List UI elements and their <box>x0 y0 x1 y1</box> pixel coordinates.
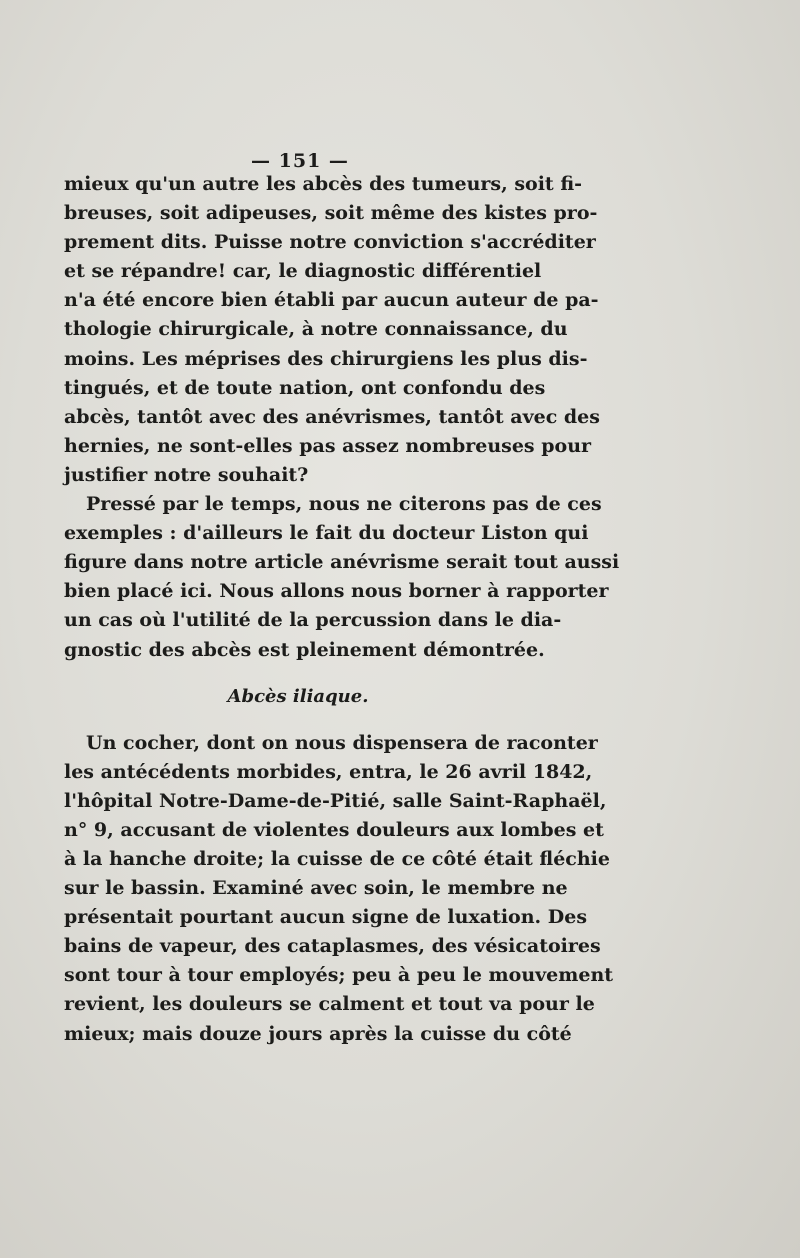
paragraph-1 <box>64 170 600 490</box>
paragraph-2 <box>64 490 620 665</box>
text-line: hernies, ne sont-elles pas assez nombreuses pour <box>64 434 592 457</box>
page-text <box>64 170 620 1049</box>
text-line: les antécédents morbides, entra, le 26 avril 1842, <box>64 760 593 783</box>
text-line: l'hôpital Notre-Dame-de-Pitié, salle Saint-Raphaël, <box>64 789 607 812</box>
text-line: abcès, tantôt avec des anévrismes, tantôt avec des <box>64 405 600 428</box>
text-line: breuses, soit adipeuses, soit même des kistes pro- <box>64 202 598 225</box>
text-line: n° 9, accusant de violentes douleurs aux lombes et <box>64 818 604 841</box>
text-line: exemples : d'ailleurs le fait du docteur Liston qui <box>64 522 589 545</box>
text-line: mieux qu'un autre les abcès des tumeurs, soit fi- <box>64 173 583 195</box>
text-line: moins. Les méprises des chirurgiens les plus dis- <box>64 347 588 370</box>
text-line: sont tour à tour employés; peu à peu le mouvement <box>64 964 614 987</box>
text-line: à la hanche droite; la cuisse de ce côté était fléchie <box>64 847 610 870</box>
text-line: tingués, et de toute nation, ont confondu des <box>64 376 546 399</box>
text-line: n'a été encore bien établi par aucun auteur de pa- <box>64 289 599 312</box>
text-line: figure dans notre article anévrisme serait tout aussi <box>64 551 620 574</box>
text-line: revient, les douleurs se calment et tout va pour le <box>64 993 595 1016</box>
text-line: Pressé par le temps, nous ne citerons pas de ces <box>86 493 602 516</box>
text-line: présentait pourtant aucun signe de luxation. Des <box>64 906 588 929</box>
text-line: et se répandre! car, le diagnostic différentiel <box>64 260 542 283</box>
text-line: sur le bassin. Examiné avec soin, le membre ne <box>64 877 568 900</box>
text-line: Un cocher, dont on nous dispensera de raconter <box>86 731 598 754</box>
text-line: mieux; mais douze jours après la cuisse du côté <box>64 1022 572 1045</box>
section-heading: Abcès iliaque. <box>227 685 369 707</box>
paragraph-3 <box>64 729 614 1049</box>
text-line: justifier notre souhait? <box>64 463 309 486</box>
text-line: bien placé ici. Nous allons nous borner à rapporter <box>64 580 609 603</box>
text-line: prement dits. Puisse notre conviction s'accréditer <box>64 231 596 254</box>
text-line: gnostic des abcès est pleinement démontrée. <box>64 638 545 661</box>
text-line: thologie chirurgicale, à notre connaissance, du <box>64 318 568 341</box>
text-line: un cas où l'utilité de la percussion dans le dia- <box>64 609 562 632</box>
page-number: — 151 — <box>251 150 349 172</box>
text-line: bains de vapeur, des cataplasmes, des vésicatoires <box>64 935 601 958</box>
